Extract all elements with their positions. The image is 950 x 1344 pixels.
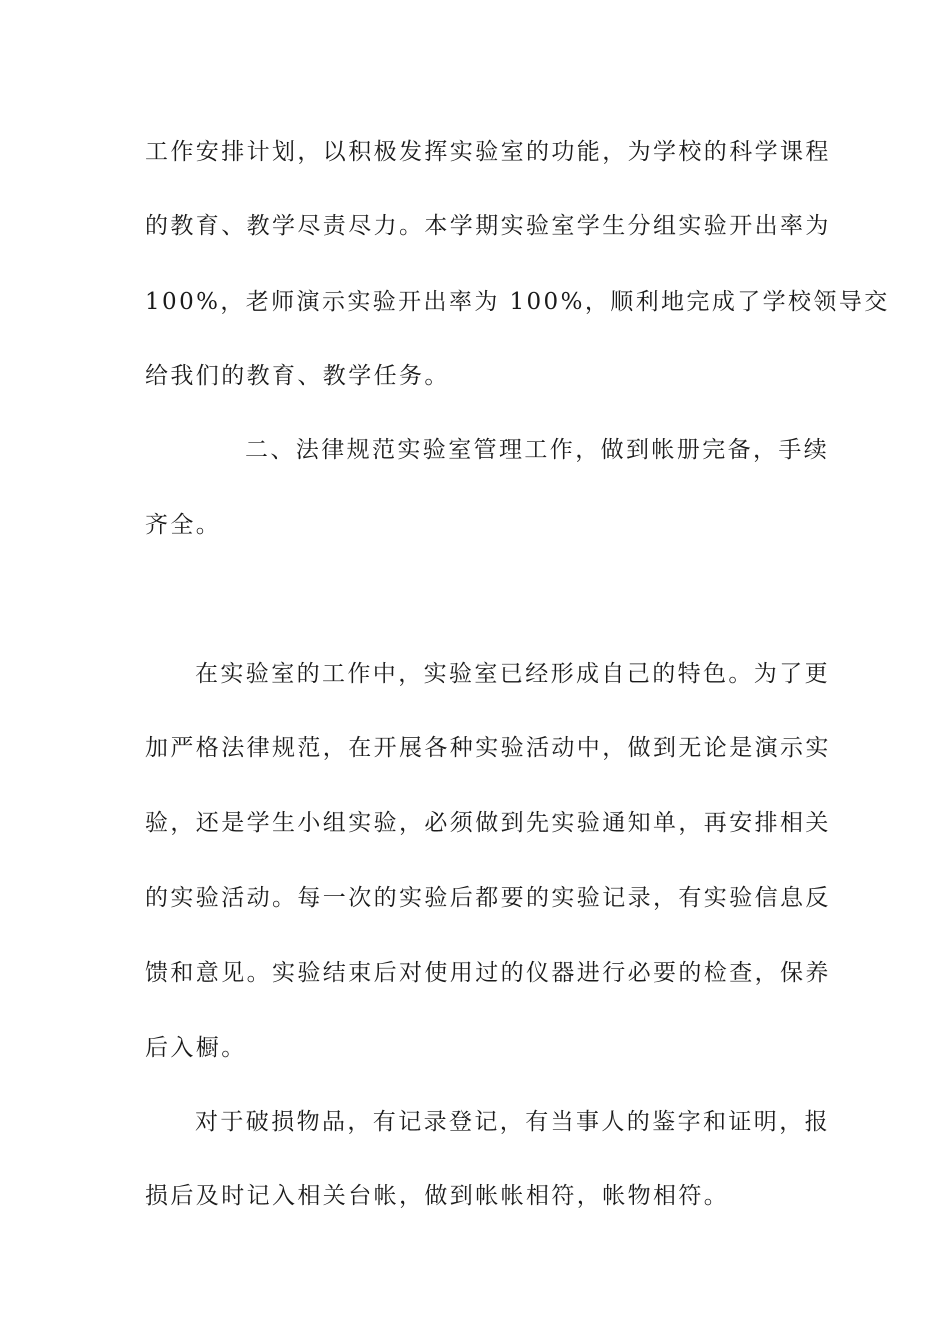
paragraph-line: 的教育、教学尽责尽力。本学期实验室学生分组实验开出率为 bbox=[145, 213, 831, 239]
paragraph-line: 加严格法律规范，在开展各种实验活动中，做到无论是演示实 bbox=[145, 735, 831, 761]
paragraph-line: 100%，老师演示实验开出率为 100%，顺利地完成了学校领导交 bbox=[145, 289, 890, 315]
paragraph-line: 工作安排计划，以积极发挥实验室的功能，为学校的科学课程 bbox=[145, 139, 831, 165]
paragraph-line: 的实验活动。每一次的实验后都要的实验记录，有实验信息反 bbox=[145, 885, 831, 911]
paragraph-line: 损后及时记入相关台帐，做到帐帐相符，帐物相符。 bbox=[145, 1183, 730, 1209]
paragraph-line: 对于破损物品，有记录登记，有当事人的鉴字和证明，报 bbox=[195, 1109, 830, 1135]
section-heading-line: 二、法律规范实验室管理工作，做到帐册完备，手续 bbox=[245, 437, 830, 463]
paragraph-line: 验，还是学生小组实验，必须做到先实验通知单，再安排相关 bbox=[145, 810, 831, 836]
paragraph-line: 在实验室的工作中，实验室已经形成自己的特色。为了更 bbox=[195, 661, 830, 687]
paragraph-line: 后入橱。 bbox=[145, 1035, 247, 1061]
paragraph-line: 馈和意见。实验结束后对使用过的仪器进行必要的检查，保养 bbox=[145, 960, 831, 986]
section-heading-line: 齐全。 bbox=[145, 512, 222, 538]
paragraph-line: 给我们的教育、教学任务。 bbox=[145, 363, 450, 389]
